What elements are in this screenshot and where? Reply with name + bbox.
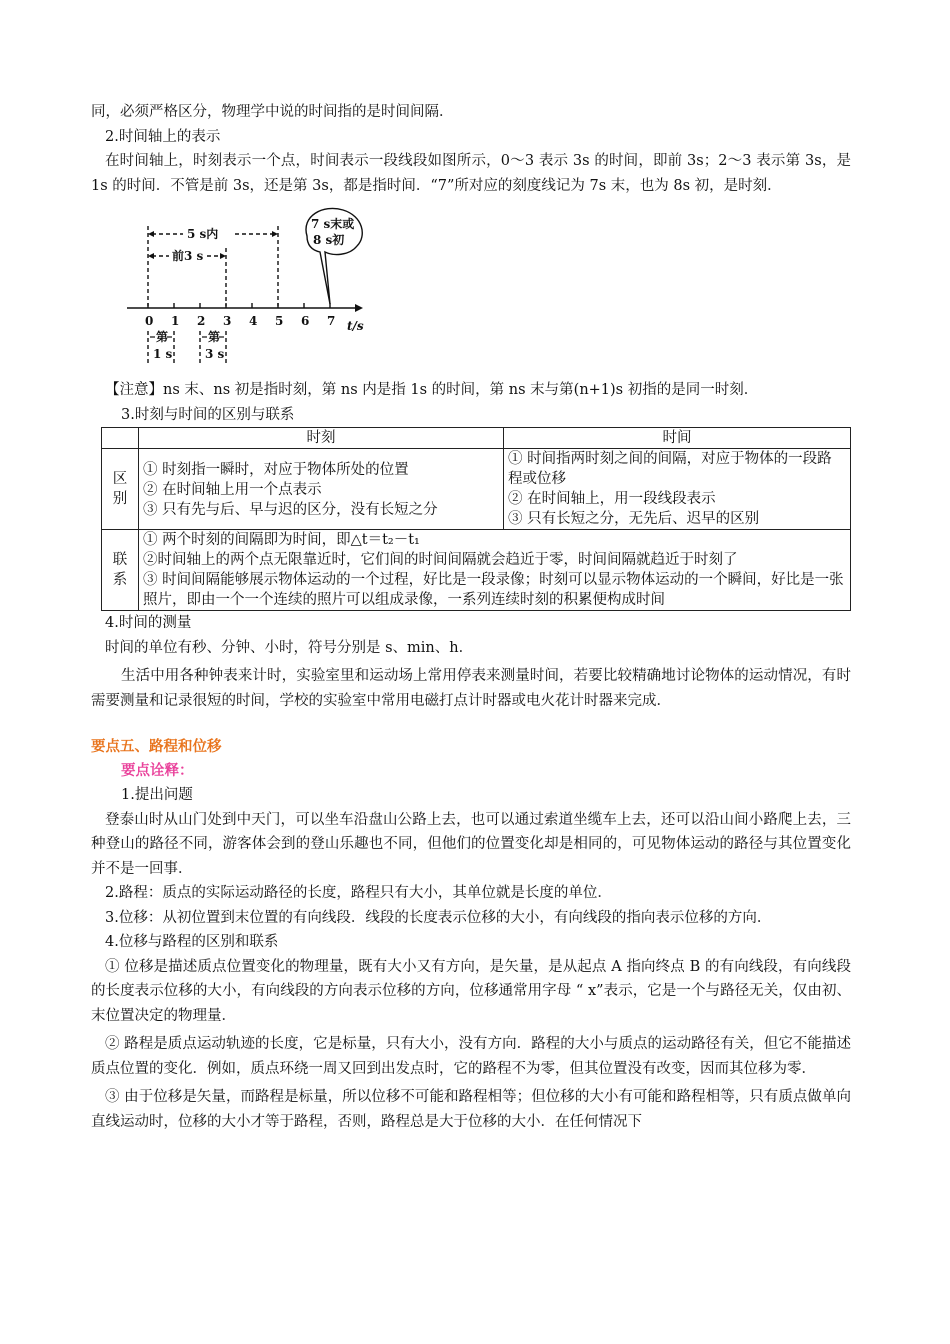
paragraph-taishan: 登泰山时从山门处到中天门，可以坐车沿盘山公路上去，也可以通过索道坐缆车上去，还可以沿山间小路爬上去，三种登山的路径不同，游客体会到的登山乐趣也不同，但他们的位置变化却是相同的，可见物体运动的路径与其位置变化并不是一回事． <box>91 811 851 877</box>
section-heading-measurement: 4.时间的测量 <box>105 615 192 631</box>
section-title-path-displacement: 要点五、路程和位移 <box>91 738 222 755</box>
cell-time-difference: ① 时间指两时刻之间的间隔，对应于物体的一段路程或位移 ② 在时间轴上，用一段线段表示 ③ 只有长短之分，无先后、迟早的区别 <box>504 449 851 530</box>
document-page <box>91 100 851 1134</box>
paragraph-time-units: 时间的单位有秒、分钟、小时，符号分别是 s、min、h． <box>105 639 474 656</box>
paragraph-displacement: 3.位移：从初位置到末位置的有向线段．线段的长度表示位移的大小，有向线段的指向表示位移的方向． <box>105 909 772 926</box>
table-header-blank <box>102 428 139 449</box>
table-header-moment: 时刻 <box>139 428 504 449</box>
tick-label-5: 5 <box>275 314 284 328</box>
table-row-difference <box>102 449 851 530</box>
arrow-5s-left <box>148 231 154 237</box>
table-header-time: 时间 <box>504 428 851 449</box>
section-heading-time-axis: 2.时间轴上的表示 <box>105 128 221 145</box>
tick-label-3: 3 <box>223 314 232 328</box>
arrow-first3-right <box>220 253 226 259</box>
axis-arrow <box>355 304 363 312</box>
time-axis-diagram <box>111 206 371 374</box>
cell-connection: ① 两个时刻的间隔即为时间，即△t＝t₂－t₁ ②时间轴上的两个点无限靠近时，它们间的时间间隔就会趋近于零，时间间隔就趋近于时刻了 ③ 时间间隔能够展示物体运动的一个过程，好比是一段录像；时刻可以显示物体运动的一个瞬间，好比是一张照片，即由一个一个连续的照片可以组成录像，一系列连续时刻的积累便构成时间 <box>139 530 851 611</box>
section-heading-moment-vs-time: 3.时刻与时间的区别与联系 <box>121 406 295 423</box>
sec1-bottom-label: 1 s <box>153 347 173 361</box>
sec3-top-label: 第 <box>208 330 221 344</box>
span-first3-label: 前3 s <box>172 249 204 263</box>
heading-raise-question: 1.提出问题 <box>121 787 193 803</box>
arrow-first3-left <box>148 253 154 259</box>
bullet-vector-scalar: ③ 由于位移是矢量，而路程是标量，所以位移不可能和路程相等；但位移的大小有可能和路程相等，只有质点做单向直线运动时，位移的大小才等于路程，否则，路程总是大于位移的大小．在任何情况下 <box>91 1089 851 1130</box>
tick-label-6: 6 <box>301 314 310 328</box>
bubble-line-1: 7 s末或 <box>311 217 355 231</box>
time-axis-figure <box>111 206 371 374</box>
tick-label-0: 0 <box>145 314 154 328</box>
row-label-connection: 联 系 <box>102 530 139 611</box>
span-5s-label: 5 s内 <box>187 227 219 241</box>
bullet-path: ② 路程是质点运动轨迹的长度，它是标量，只有大小，没有方向．路程的大小与质点的运动路径有关，但它不能描述质点位置的变化．例如，质点环绕一周又回到出发点时，它的路程不为零，但其位置没有改变，因而其位移为零． <box>91 1036 851 1077</box>
heading-difference-connection: 4.位移与路程的区别和联系 <box>105 934 279 950</box>
axis-label: t/s <box>347 319 364 333</box>
table-header-row <box>102 428 851 449</box>
note-paragraph: 【注意】ns 末、ns 初是指时刻，第 ns 内是指 1s 的时间，第 ns 末与第(n+1)s 初指的是同一时刻． <box>105 382 759 398</box>
arrow-5s-right <box>272 231 278 237</box>
paragraph-path: 2.路程：质点的实际运动路径的长度，路程只有大小，其单位就是长度的单位． <box>105 885 612 901</box>
intro-line: 同，必须严格区分，物理学中说的时间指的是时间间隔． <box>91 104 454 120</box>
bubble-line-2: 8 s初 <box>313 233 345 247</box>
paragraph-time-axis: 在时间轴上，时刻表示一个点，时间表示一段线段如图所示，0～3 表示 3s 的时间，即前 3s；2～3 表示第 3s，是 1s 的时间．不管是前 3s，还是第 3s，都是指时间．“7”所对应的刻度线记为 7s 末，也为 8s 初，是时刻． <box>91 153 851 194</box>
comparison-table <box>101 427 851 611</box>
paragraph-time-measurement: 生活中用各种钟表来计时，实验室里和运动场上常用停表来测量时间，若要比较精确地讨论物体的运动情况，有时需要测量和记录很短的时间，学校的实验室中常用电磁打点计时器或电火花计时器来完成． <box>91 668 851 709</box>
section-subtitle-explanation: 要点诠释： <box>121 762 194 779</box>
bullet-displacement: ① 位移是描述质点位置变化的物理量，既有大小又有方向，是矢量，是从起点 A 指向终点 B 的有向线段，有向线段的长度表示位移的大小，有向线段的方向表示位移的方向，位移通常用字母 “ x”表示，它是一个与路径无关，仅由初、末位置决定的物理量． <box>91 958 851 1024</box>
row-label-difference: 区 别 <box>102 449 139 530</box>
sec3-bottom-label: 3 s <box>205 347 225 361</box>
tick-label-4: 4 <box>249 314 258 328</box>
cell-moment-difference: ① 时刻指一瞬时，对应于物体所处的位置 ② 在时间轴上用一个点表示 ③ 只有先与后、早与迟的区分，没有长短之分 <box>139 449 504 530</box>
tick-label-1: 1 <box>171 314 180 328</box>
tick-label-2: 2 <box>197 314 206 328</box>
tick-label-7: 7 <box>327 314 336 328</box>
sec1-top-label: 第 <box>156 330 169 344</box>
table-row-connection <box>102 530 851 611</box>
